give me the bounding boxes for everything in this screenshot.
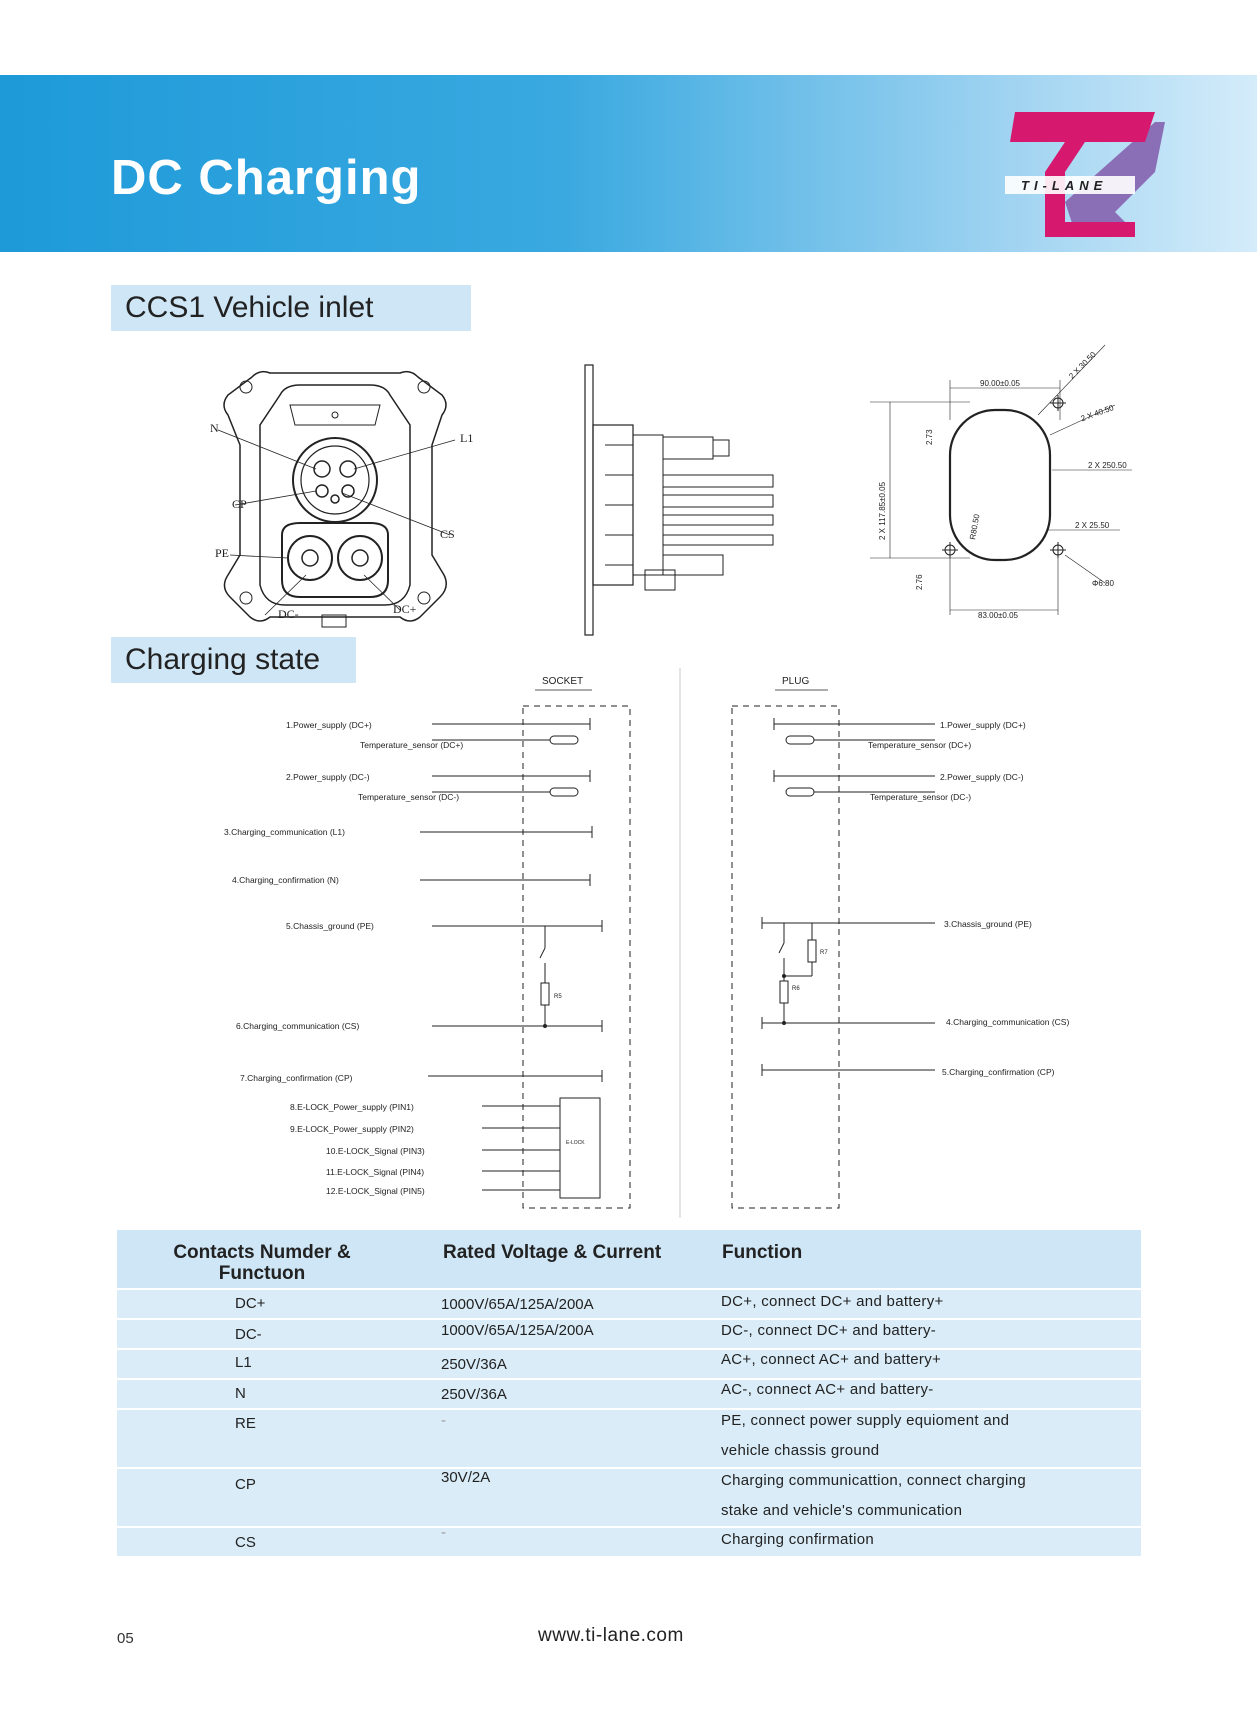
- contacts-table: [117, 1230, 1141, 1556]
- inlet-front-view-drawing: [210, 365, 474, 635]
- cell-rating: -: [441, 1412, 446, 1429]
- cell-contact: CS: [235, 1534, 256, 1551]
- dim-label-height: 2 X 117.85±0.05: [878, 481, 887, 540]
- table-header: [117, 1230, 1141, 1288]
- inlet-label-dc-minus: DC-: [278, 607, 299, 621]
- socket-pin-1: 1.Power_supply (DC+): [286, 720, 372, 730]
- socket-pin-2: 2.Power_supply (DC-): [286, 772, 370, 782]
- elock-label: E-LOCK: [566, 1140, 585, 1146]
- table-header-contacts: Contacts Numder & Functuon: [173, 1242, 351, 1284]
- dim-label-r80: R80.50: [968, 513, 982, 541]
- inlet-label-l1: L1: [460, 431, 474, 445]
- dim-label-hole: Φ6.80: [1092, 579, 1114, 588]
- table-row: [117, 1378, 1141, 1408]
- table-row: [117, 1288, 1141, 1318]
- inlet-side-view-drawing: [575, 365, 775, 640]
- dim-label-width-top: 90.00±0.05: [980, 379, 1020, 388]
- table-header-function: Function: [722, 1242, 803, 1263]
- cell-contact: DC+: [235, 1295, 266, 1312]
- table-row: [117, 1318, 1141, 1348]
- charging-state-diagram: [200, 668, 1100, 1223]
- cell-function: AC+, connect AC+ and battery+: [721, 1351, 942, 1368]
- page-number: 05: [117, 1630, 134, 1647]
- plug-pin-2: 2.Power_supply (DC-): [940, 772, 1024, 782]
- socket-pin-12: 12.E-LOCK_Signal (PIN5): [326, 1186, 425, 1196]
- cell-function: PE, connect power supply equioment and vehicle chassis ground: [721, 1412, 1010, 1459]
- socket-pin-11: 11.E-LOCK_Signal (PIN4): [326, 1167, 425, 1177]
- cell-function: DC+, connect DC+ and battery+: [721, 1293, 944, 1310]
- cell-rating: 250V/36A: [441, 1386, 507, 1403]
- table-row: [117, 1467, 1141, 1526]
- section-title-state: Charging state: [111, 637, 356, 683]
- dim-label-width-bottom: 83.00±0.05: [978, 611, 1018, 620]
- plug-label: PLUG: [782, 676, 810, 687]
- cell-contact: L1: [235, 1354, 252, 1371]
- cell-contact: CP: [235, 1476, 256, 1493]
- cell-rating: -: [441, 1524, 446, 1541]
- socket-pin-4: 4.Charging_confirmation (N): [232, 875, 339, 885]
- inlet-label-n: N: [210, 421, 219, 435]
- table-row: [117, 1526, 1141, 1556]
- table-header-rating: Rated Voltage & Current: [443, 1242, 662, 1263]
- socket-label: SOCKET: [542, 676, 584, 687]
- section-title-inlet: CCS1 Vehicle inlet: [111, 285, 471, 331]
- socket-pin-9: 9.E-LOCK_Power_supply (PIN2): [290, 1124, 414, 1134]
- table-row: [117, 1408, 1141, 1467]
- socket-pin-10: 10.E-LOCK_Signal (PIN3): [326, 1146, 425, 1156]
- table-row: [117, 1348, 1141, 1378]
- page-title: DC Charging: [111, 151, 422, 205]
- plug-pin-1: 1.Power_supply (DC+): [940, 720, 1026, 730]
- dim-label-25-50: 2 X 25.50: [1075, 521, 1110, 530]
- dim-label-2-76: 2.76: [915, 574, 924, 590]
- cell-rating: 250V/36A: [441, 1356, 507, 1373]
- website-link[interactable]: www.ti-lane.com: [538, 1625, 684, 1646]
- plug-pin-2-temp: Temperature_sensor (DC-): [870, 792, 972, 802]
- socket-pin-1-temp: Temperature_sensor (DC+): [360, 740, 464, 750]
- plug-pin-3: 3.Chassis_ground (PE): [944, 919, 1032, 929]
- cell-contact: DC-: [235, 1326, 262, 1343]
- dim-label-30-50: 2 X 30.50: [1067, 350, 1098, 381]
- inlet-label-cp: CP: [232, 497, 247, 511]
- cell-function: Charging communicattion, connect charging stake and vehicle's communication: [721, 1472, 1026, 1519]
- inlet-label-cs: CS: [440, 527, 455, 541]
- socket-pin-5: 5.Chassis_ground (PE): [286, 921, 374, 931]
- dim-label-250-50: 2 X 250.50: [1088, 461, 1127, 470]
- logo-text: TI-LANE: [1021, 178, 1108, 193]
- socket-pin-7: 7.Charging_confirmation (CP): [240, 1073, 353, 1083]
- cell-contact: N: [235, 1385, 246, 1402]
- socket-pin-2-temp: Temperature_sensor (DC-): [358, 792, 460, 802]
- resistor-r7: R7: [820, 950, 828, 956]
- socket-pin-8: 8.E-LOCK_Power_supply (PIN1): [290, 1102, 414, 1112]
- inlet-label-pe: PE: [215, 546, 230, 560]
- inlet-dimension-drawing: [870, 340, 1140, 620]
- socket-pin-6: 6.Charging_communication (CS): [236, 1021, 360, 1031]
- inlet-label-dc-plus: DC+: [393, 602, 417, 616]
- socket-pin-3: 3.Charging_communication (L1): [224, 827, 345, 837]
- cell-function: DC-, connect DC+ and battery-: [721, 1322, 937, 1339]
- dim-label-40-50: 2 X 40.50: [1079, 403, 1115, 424]
- resistor-r5: R5: [554, 994, 562, 1000]
- cell-function: Charging confirmation: [721, 1531, 875, 1548]
- ti-lane-logo: [1005, 112, 1165, 242]
- cell-rating: 30V/2A: [441, 1469, 491, 1486]
- cell-rating: 1000V/65A/125A/200A: [441, 1322, 594, 1339]
- cell-function: AC-, connect AC+ and battery-: [721, 1381, 934, 1398]
- plug-pin-4: 4.Charging_communication (CS): [946, 1017, 1070, 1027]
- dim-label-2-73: 2.73: [925, 429, 934, 445]
- plug-pin-1-temp: Temperature_sensor (DC+): [868, 740, 972, 750]
- cell-rating: 1000V/65A/125A/200A: [441, 1296, 594, 1313]
- cell-contact: RE: [235, 1415, 256, 1432]
- plug-pin-5: 5.Charging_confirmation (CP): [942, 1067, 1055, 1077]
- resistor-r6: R6: [792, 986, 800, 992]
